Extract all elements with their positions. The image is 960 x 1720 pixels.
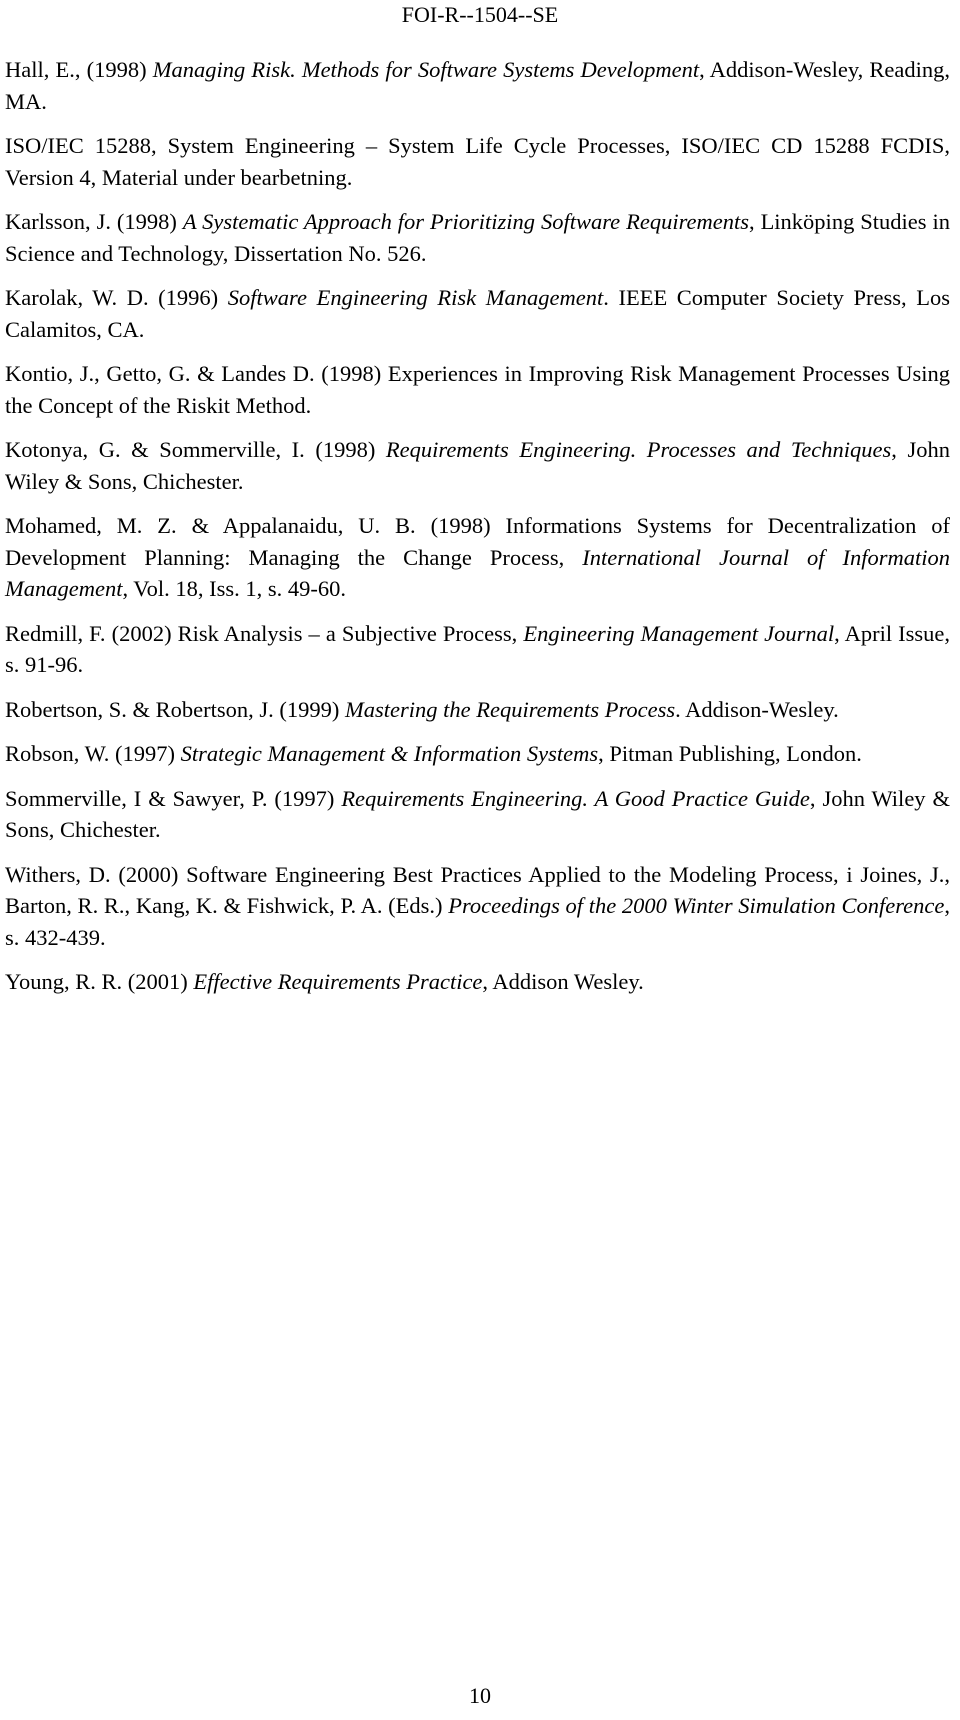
- reference-entry: [5, 434, 950, 497]
- reference-text: , John Wiley & Sons, Chichester.: [5, 785, 950, 842]
- reference-entry: [5, 206, 950, 269]
- reference-entry: [5, 783, 950, 846]
- reference-title: Engineering Management Journal: [523, 620, 835, 646]
- reference-text: Young, R. R. (2001): [5, 969, 194, 994]
- reference-text: Karolak, W. D. (1996): [5, 285, 228, 310]
- reference-title: Requirements Engineering. A Good Practice Guide: [341, 785, 810, 811]
- reference-entry: [5, 618, 950, 681]
- reference-text: Redmill, F. (2002) Risk Analysis – a Subjective Process,: [5, 620, 524, 646]
- reference-entry: [5, 358, 950, 421]
- reference-title: Effective Requirements Practice: [193, 969, 483, 994]
- reference-text: , Addison-Wesley, Reading, MA.: [5, 57, 950, 114]
- reference-list: [5, 54, 950, 1011]
- reference-text: . IEEE Computer Society Press, Los Calamitos, CA.: [5, 285, 950, 342]
- reference-entry: [5, 966, 950, 998]
- reference-text: Kontio, J., Getto, G. & Landes D. (1998) Experiences in Improving Risk Management Processes Using the Concept of the Riskit Method.: [5, 361, 950, 418]
- reference-entry: [5, 738, 950, 770]
- page-number: 10: [469, 1683, 491, 1708]
- reference-title: International Journal of Information Management: [5, 544, 950, 601]
- reference-text: Mohamed, M. Z. & Appalanaidu, U. B. (1998) Informations Systems for Decentralization of Development Planning: Managing the Change Process,: [5, 513, 950, 570]
- reference-text: Kotonya, G. & Sommerville, I. (1998): [5, 437, 386, 462]
- reference-title: Software Engineering Risk Management: [227, 285, 604, 310]
- reference-text: Hall, E., (1998): [5, 57, 153, 82]
- reference-text: , John Wiley & Sons, Chichester.: [5, 437, 950, 494]
- reference-entry: [5, 54, 950, 117]
- reference-text: Withers, D. (2000) Software Engineering Best Practices Applied to the Modeling Process, i Joines, J., Barton, R. R., Kang, K. & Fishwick, P. A. (Eds.): [5, 861, 950, 918]
- reference-title: Strategic Management & Information Systems: [180, 741, 599, 766]
- reference-text: . Addison-Wesley.: [675, 696, 839, 722]
- reference-title: Proceedings of the 2000 Winter Simulation Conference: [448, 893, 945, 918]
- reference-entry: [5, 510, 950, 605]
- reference-text: , Addison Wesley.: [482, 969, 644, 994]
- reference-text: ISO/IEC 15288, System Engineering – System Life Cycle Processes, ISO/IEC CD 15288 FCDIS, Version 4, Material under bearbetning.: [5, 133, 950, 190]
- reference-text: Robson, W. (1997): [5, 741, 181, 766]
- reference-text: , s. 432-439.: [5, 893, 950, 950]
- reference-text: , April Issue, s. 91-96.: [5, 620, 951, 677]
- reference-title: Managing Risk. Methods for Software Systems Development: [152, 57, 700, 82]
- reference-entry: [5, 694, 950, 726]
- reference-title: A Systematic Approach for Prioritizing Software Requirements: [182, 209, 749, 234]
- reference-text: Karlsson, J. (1998): [5, 209, 183, 234]
- reference-text: , Linköping Studies in Science and Technology, Dissertation No. 526.: [5, 209, 950, 266]
- reference-title: Mastering the Requirements Process: [345, 696, 676, 722]
- reference-entry: [5, 282, 950, 345]
- page-header: FOI-R--1504--SE: [401, 2, 559, 27]
- reference-text: Sommerville, I & Sawyer, P. (1997): [5, 785, 342, 811]
- reference-title: Requirements Engineering. Processes and Techniques: [385, 437, 892, 462]
- reference-entry: [5, 130, 950, 193]
- reference-text: , Vol. 18, Iss. 1, s. 49-60.: [122, 576, 347, 601]
- reference-text: Robertson, S. & Robertson, J. (1999): [5, 696, 345, 722]
- reference-entry: [5, 859, 950, 954]
- reference-text: , Pitman Publishing, London.: [598, 741, 862, 766]
